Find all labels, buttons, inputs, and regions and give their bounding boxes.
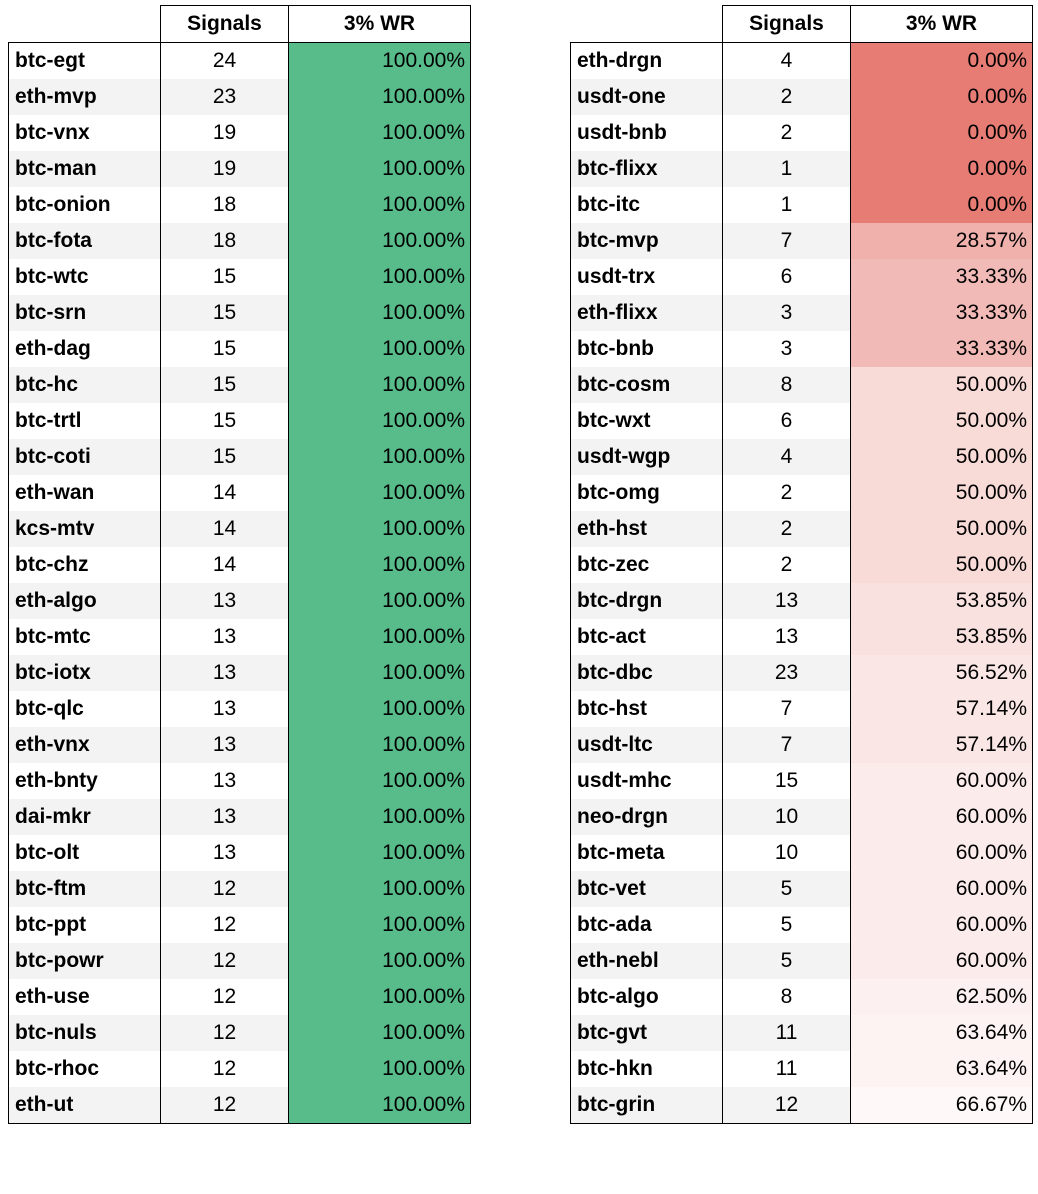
pair-name: btc-hst	[571, 691, 723, 727]
table-row	[571, 331, 1033, 367]
table-row	[9, 223, 471, 259]
left-signals-table	[8, 5, 471, 1124]
table-row	[9, 187, 471, 223]
pair-name: eth-nebl	[571, 943, 723, 979]
win-rate: 63.64%	[851, 1051, 1033, 1087]
signals-count: 15	[161, 439, 289, 475]
pair-name: usdt-bnb	[571, 115, 723, 151]
pair-name: btc-flixx	[571, 151, 723, 187]
win-rate: 100.00%	[289, 619, 471, 655]
win-rate: 100.00%	[289, 43, 471, 80]
table-row	[571, 511, 1033, 547]
win-rate: 28.57%	[851, 223, 1033, 259]
win-rate: 50.00%	[851, 367, 1033, 403]
pair-name: btc-onion	[9, 187, 161, 223]
table-row	[571, 367, 1033, 403]
signals-count: 14	[161, 475, 289, 511]
table-row	[9, 943, 471, 979]
pair-name: btc-grin	[571, 1087, 723, 1124]
signals-count: 14	[161, 511, 289, 547]
win-rate: 100.00%	[289, 727, 471, 763]
pair-name: btc-cosm	[571, 367, 723, 403]
signals-count: 1	[723, 151, 851, 187]
signals-count: 24	[161, 43, 289, 80]
signals-count: 19	[161, 115, 289, 151]
table-row	[571, 79, 1033, 115]
pair-name: btc-olt	[9, 835, 161, 871]
table-row	[571, 619, 1033, 655]
pair-name: btc-drgn	[571, 583, 723, 619]
pair-name: btc-coti	[9, 439, 161, 475]
table-row	[571, 799, 1033, 835]
win-rate: 100.00%	[289, 655, 471, 691]
signals-count: 15	[723, 763, 851, 799]
signals-count: 7	[723, 727, 851, 763]
signals-count: 6	[723, 403, 851, 439]
table-row	[9, 547, 471, 583]
win-rate: 56.52%	[851, 655, 1033, 691]
signals-count: 3	[723, 295, 851, 331]
win-rate: 100.00%	[289, 943, 471, 979]
pair-name: kcs-mtv	[9, 511, 161, 547]
table-row	[9, 907, 471, 943]
win-rate: 0.00%	[851, 43, 1033, 80]
win-rate: 57.14%	[851, 727, 1033, 763]
win-rate: 60.00%	[851, 799, 1033, 835]
table-row	[571, 259, 1033, 295]
win-rate: 50.00%	[851, 475, 1033, 511]
signals-count: 15	[161, 367, 289, 403]
pair-name: btc-rhoc	[9, 1051, 161, 1087]
table-row	[571, 727, 1033, 763]
table-row	[571, 655, 1033, 691]
win-rate: 100.00%	[289, 979, 471, 1015]
pair-name: btc-hc	[9, 367, 161, 403]
win-rate: 100.00%	[289, 835, 471, 871]
pair-name: eth-hst	[571, 511, 723, 547]
win-rate: 57.14%	[851, 691, 1033, 727]
win-rate: 100.00%	[289, 223, 471, 259]
pair-name: btc-gvt	[571, 1015, 723, 1051]
table-row	[571, 187, 1033, 223]
signals-count: 23	[723, 655, 851, 691]
pair-name: btc-nuls	[9, 1015, 161, 1051]
table-row	[9, 475, 471, 511]
pair-name: eth-algo	[9, 583, 161, 619]
win-rate: 100.00%	[289, 691, 471, 727]
signals-count: 5	[723, 943, 851, 979]
pair-name: btc-mtc	[9, 619, 161, 655]
table-row	[9, 1087, 471, 1124]
signals-count: 10	[723, 835, 851, 871]
win-rate: 100.00%	[289, 79, 471, 115]
pair-name: eth-mvp	[9, 79, 161, 115]
win-rate: 100.00%	[289, 1087, 471, 1124]
signals-count: 12	[161, 1015, 289, 1051]
pair-name: neo-drgn	[571, 799, 723, 835]
signals-count: 2	[723, 79, 851, 115]
pair-name: btc-man	[9, 151, 161, 187]
win-rate: 100.00%	[289, 295, 471, 331]
signals-count: 12	[161, 907, 289, 943]
signals-count: 12	[161, 871, 289, 907]
signals-count: 13	[161, 583, 289, 619]
win-rate: 50.00%	[851, 547, 1033, 583]
win-rate: 50.00%	[851, 439, 1033, 475]
table-row	[9, 1015, 471, 1051]
signals-count: 13	[161, 619, 289, 655]
win-rate: 100.00%	[289, 331, 471, 367]
signals-header: Signals	[161, 6, 289, 43]
table-row	[571, 1087, 1033, 1124]
table-row	[9, 835, 471, 871]
pair-name: btc-trtl	[9, 403, 161, 439]
signals-count: 23	[161, 79, 289, 115]
win-rate: 53.85%	[851, 619, 1033, 655]
signals-count: 6	[723, 259, 851, 295]
table-row	[571, 943, 1033, 979]
pair-name: btc-act	[571, 619, 723, 655]
signals-count: 11	[723, 1051, 851, 1087]
pair-name: eth-wan	[9, 475, 161, 511]
table-row	[9, 331, 471, 367]
signals-count: 4	[723, 43, 851, 80]
pair-name: btc-srn	[9, 295, 161, 331]
signals-count: 13	[161, 655, 289, 691]
header-row	[571, 6, 1033, 43]
signals-count: 13	[723, 619, 851, 655]
table-row	[9, 79, 471, 115]
pair-name: btc-chz	[9, 547, 161, 583]
signals-count: 10	[723, 799, 851, 835]
table-row	[571, 115, 1033, 151]
pair-name: btc-dbc	[571, 655, 723, 691]
signals-count: 13	[161, 763, 289, 799]
wr-header: 3% WR	[289, 6, 471, 43]
signals-count: 2	[723, 115, 851, 151]
pair-name: eth-vnx	[9, 727, 161, 763]
signals-count: 14	[161, 547, 289, 583]
table-row	[9, 43, 471, 80]
pair-name: btc-hkn	[571, 1051, 723, 1087]
win-rate: 100.00%	[289, 115, 471, 151]
table-row	[9, 655, 471, 691]
table-row	[571, 475, 1033, 511]
table-row	[571, 907, 1033, 943]
signals-count: 15	[161, 331, 289, 367]
signals-count: 8	[723, 979, 851, 1015]
table-row	[9, 727, 471, 763]
pair-name: eth-ut	[9, 1087, 161, 1124]
win-rate: 62.50%	[851, 979, 1033, 1015]
signals-header: Signals	[723, 6, 851, 43]
win-rate: 33.33%	[851, 331, 1033, 367]
table-row	[9, 151, 471, 187]
signals-count: 13	[161, 835, 289, 871]
pair-name: btc-algo	[571, 979, 723, 1015]
table-row	[9, 439, 471, 475]
win-rate: 100.00%	[289, 1015, 471, 1051]
win-rate: 100.00%	[289, 259, 471, 295]
win-rate: 100.00%	[289, 439, 471, 475]
table-row	[571, 835, 1033, 871]
win-rate: 60.00%	[851, 835, 1033, 871]
pair-name: dai-mkr	[9, 799, 161, 835]
signals-count: 2	[723, 547, 851, 583]
win-rate: 0.00%	[851, 151, 1033, 187]
table-row	[571, 223, 1033, 259]
table-row	[571, 151, 1033, 187]
signals-count: 12	[161, 1087, 289, 1124]
win-rate: 100.00%	[289, 475, 471, 511]
win-rate: 100.00%	[289, 871, 471, 907]
pair-name: btc-iotx	[9, 655, 161, 691]
table-row	[9, 979, 471, 1015]
pair-name: usdt-mhc	[571, 763, 723, 799]
table-row	[571, 295, 1033, 331]
signals-count: 12	[723, 1087, 851, 1124]
signals-count: 7	[723, 691, 851, 727]
win-rate: 33.33%	[851, 295, 1033, 331]
pair-name: btc-fota	[9, 223, 161, 259]
win-rate: 100.00%	[289, 1051, 471, 1087]
table-row	[9, 367, 471, 403]
pair-name: btc-wxt	[571, 403, 723, 439]
table-row	[571, 979, 1033, 1015]
signals-count: 18	[161, 187, 289, 223]
win-rate: 66.67%	[851, 1087, 1033, 1124]
pair-name: btc-meta	[571, 835, 723, 871]
win-rate: 0.00%	[851, 187, 1033, 223]
wr-header: 3% WR	[851, 6, 1033, 43]
signals-count: 18	[161, 223, 289, 259]
table-row	[571, 583, 1033, 619]
win-rate: 100.00%	[289, 907, 471, 943]
signals-count: 13	[161, 727, 289, 763]
pair-name: btc-ftm	[9, 871, 161, 907]
right-signals-table	[570, 5, 1033, 1124]
pair-name: btc-qlc	[9, 691, 161, 727]
pair-name: btc-ada	[571, 907, 723, 943]
win-rate: 100.00%	[289, 403, 471, 439]
table-row	[571, 403, 1033, 439]
signals-count: 12	[161, 1051, 289, 1087]
signals-count: 7	[723, 223, 851, 259]
pair-header-blank	[9, 6, 161, 43]
pair-name: btc-vnx	[9, 115, 161, 151]
pair-name: btc-vet	[571, 871, 723, 907]
signals-count: 19	[161, 151, 289, 187]
signals-count: 11	[723, 1015, 851, 1051]
signals-count: 15	[161, 259, 289, 295]
table-row	[571, 43, 1033, 80]
table-row	[571, 1051, 1033, 1087]
pair-name: usdt-ltc	[571, 727, 723, 763]
signals-count: 8	[723, 367, 851, 403]
header-row	[9, 6, 471, 43]
pair-name: btc-mvp	[571, 223, 723, 259]
signals-count: 2	[723, 475, 851, 511]
pair-name: btc-zec	[571, 547, 723, 583]
win-rate: 60.00%	[851, 763, 1033, 799]
table-row	[9, 583, 471, 619]
win-rate: 60.00%	[851, 907, 1033, 943]
table-row	[9, 115, 471, 151]
pair-name: btc-wtc	[9, 259, 161, 295]
pair-name: btc-ppt	[9, 907, 161, 943]
signals-count: 15	[161, 403, 289, 439]
win-rate: 100.00%	[289, 763, 471, 799]
pair-name: eth-flixx	[571, 295, 723, 331]
table-row	[571, 1015, 1033, 1051]
win-rate: 100.00%	[289, 583, 471, 619]
table-row	[9, 799, 471, 835]
table-row	[9, 619, 471, 655]
win-rate: 50.00%	[851, 511, 1033, 547]
pair-name: usdt-one	[571, 79, 723, 115]
table-row	[571, 547, 1033, 583]
table-row	[9, 259, 471, 295]
signals-count: 2	[723, 511, 851, 547]
signals-count: 13	[161, 691, 289, 727]
pair-name: eth-use	[9, 979, 161, 1015]
table-row	[9, 1051, 471, 1087]
win-rate: 60.00%	[851, 871, 1033, 907]
pair-header-blank	[571, 6, 723, 43]
table-row	[571, 763, 1033, 799]
win-rate: 53.85%	[851, 583, 1033, 619]
win-rate: 33.33%	[851, 259, 1033, 295]
pair-name: btc-omg	[571, 475, 723, 511]
win-rate: 100.00%	[289, 799, 471, 835]
signals-count: 12	[161, 943, 289, 979]
win-rate: 100.00%	[289, 151, 471, 187]
signals-count: 5	[723, 907, 851, 943]
win-rate: 100.00%	[289, 511, 471, 547]
table-row	[9, 691, 471, 727]
win-rate: 60.00%	[851, 943, 1033, 979]
table-row	[9, 763, 471, 799]
signals-count: 13	[723, 583, 851, 619]
win-rate: 63.64%	[851, 1015, 1033, 1051]
signals-count: 4	[723, 439, 851, 475]
pair-name: usdt-wgp	[571, 439, 723, 475]
win-rate: 100.00%	[289, 547, 471, 583]
table-row	[9, 871, 471, 907]
table-row	[9, 295, 471, 331]
signals-count: 3	[723, 331, 851, 367]
pair-name: eth-bnty	[9, 763, 161, 799]
pair-name: btc-itc	[571, 187, 723, 223]
pair-name: usdt-trx	[571, 259, 723, 295]
win-rate: 100.00%	[289, 367, 471, 403]
signals-count: 15	[161, 295, 289, 331]
table-row	[9, 403, 471, 439]
table-row	[9, 511, 471, 547]
pair-name: btc-powr	[9, 943, 161, 979]
pair-name: eth-drgn	[571, 43, 723, 80]
pair-name: btc-bnb	[571, 331, 723, 367]
table-row	[571, 871, 1033, 907]
signals-count: 5	[723, 871, 851, 907]
signals-count: 13	[161, 799, 289, 835]
table-row	[571, 439, 1033, 475]
signals-count: 12	[161, 979, 289, 1015]
pair-name: eth-dag	[9, 331, 161, 367]
win-rate: 0.00%	[851, 115, 1033, 151]
table-row	[571, 691, 1033, 727]
pair-name: btc-egt	[9, 43, 161, 80]
win-rate: 100.00%	[289, 187, 471, 223]
win-rate: 0.00%	[851, 79, 1033, 115]
signals-count: 1	[723, 187, 851, 223]
win-rate: 50.00%	[851, 403, 1033, 439]
